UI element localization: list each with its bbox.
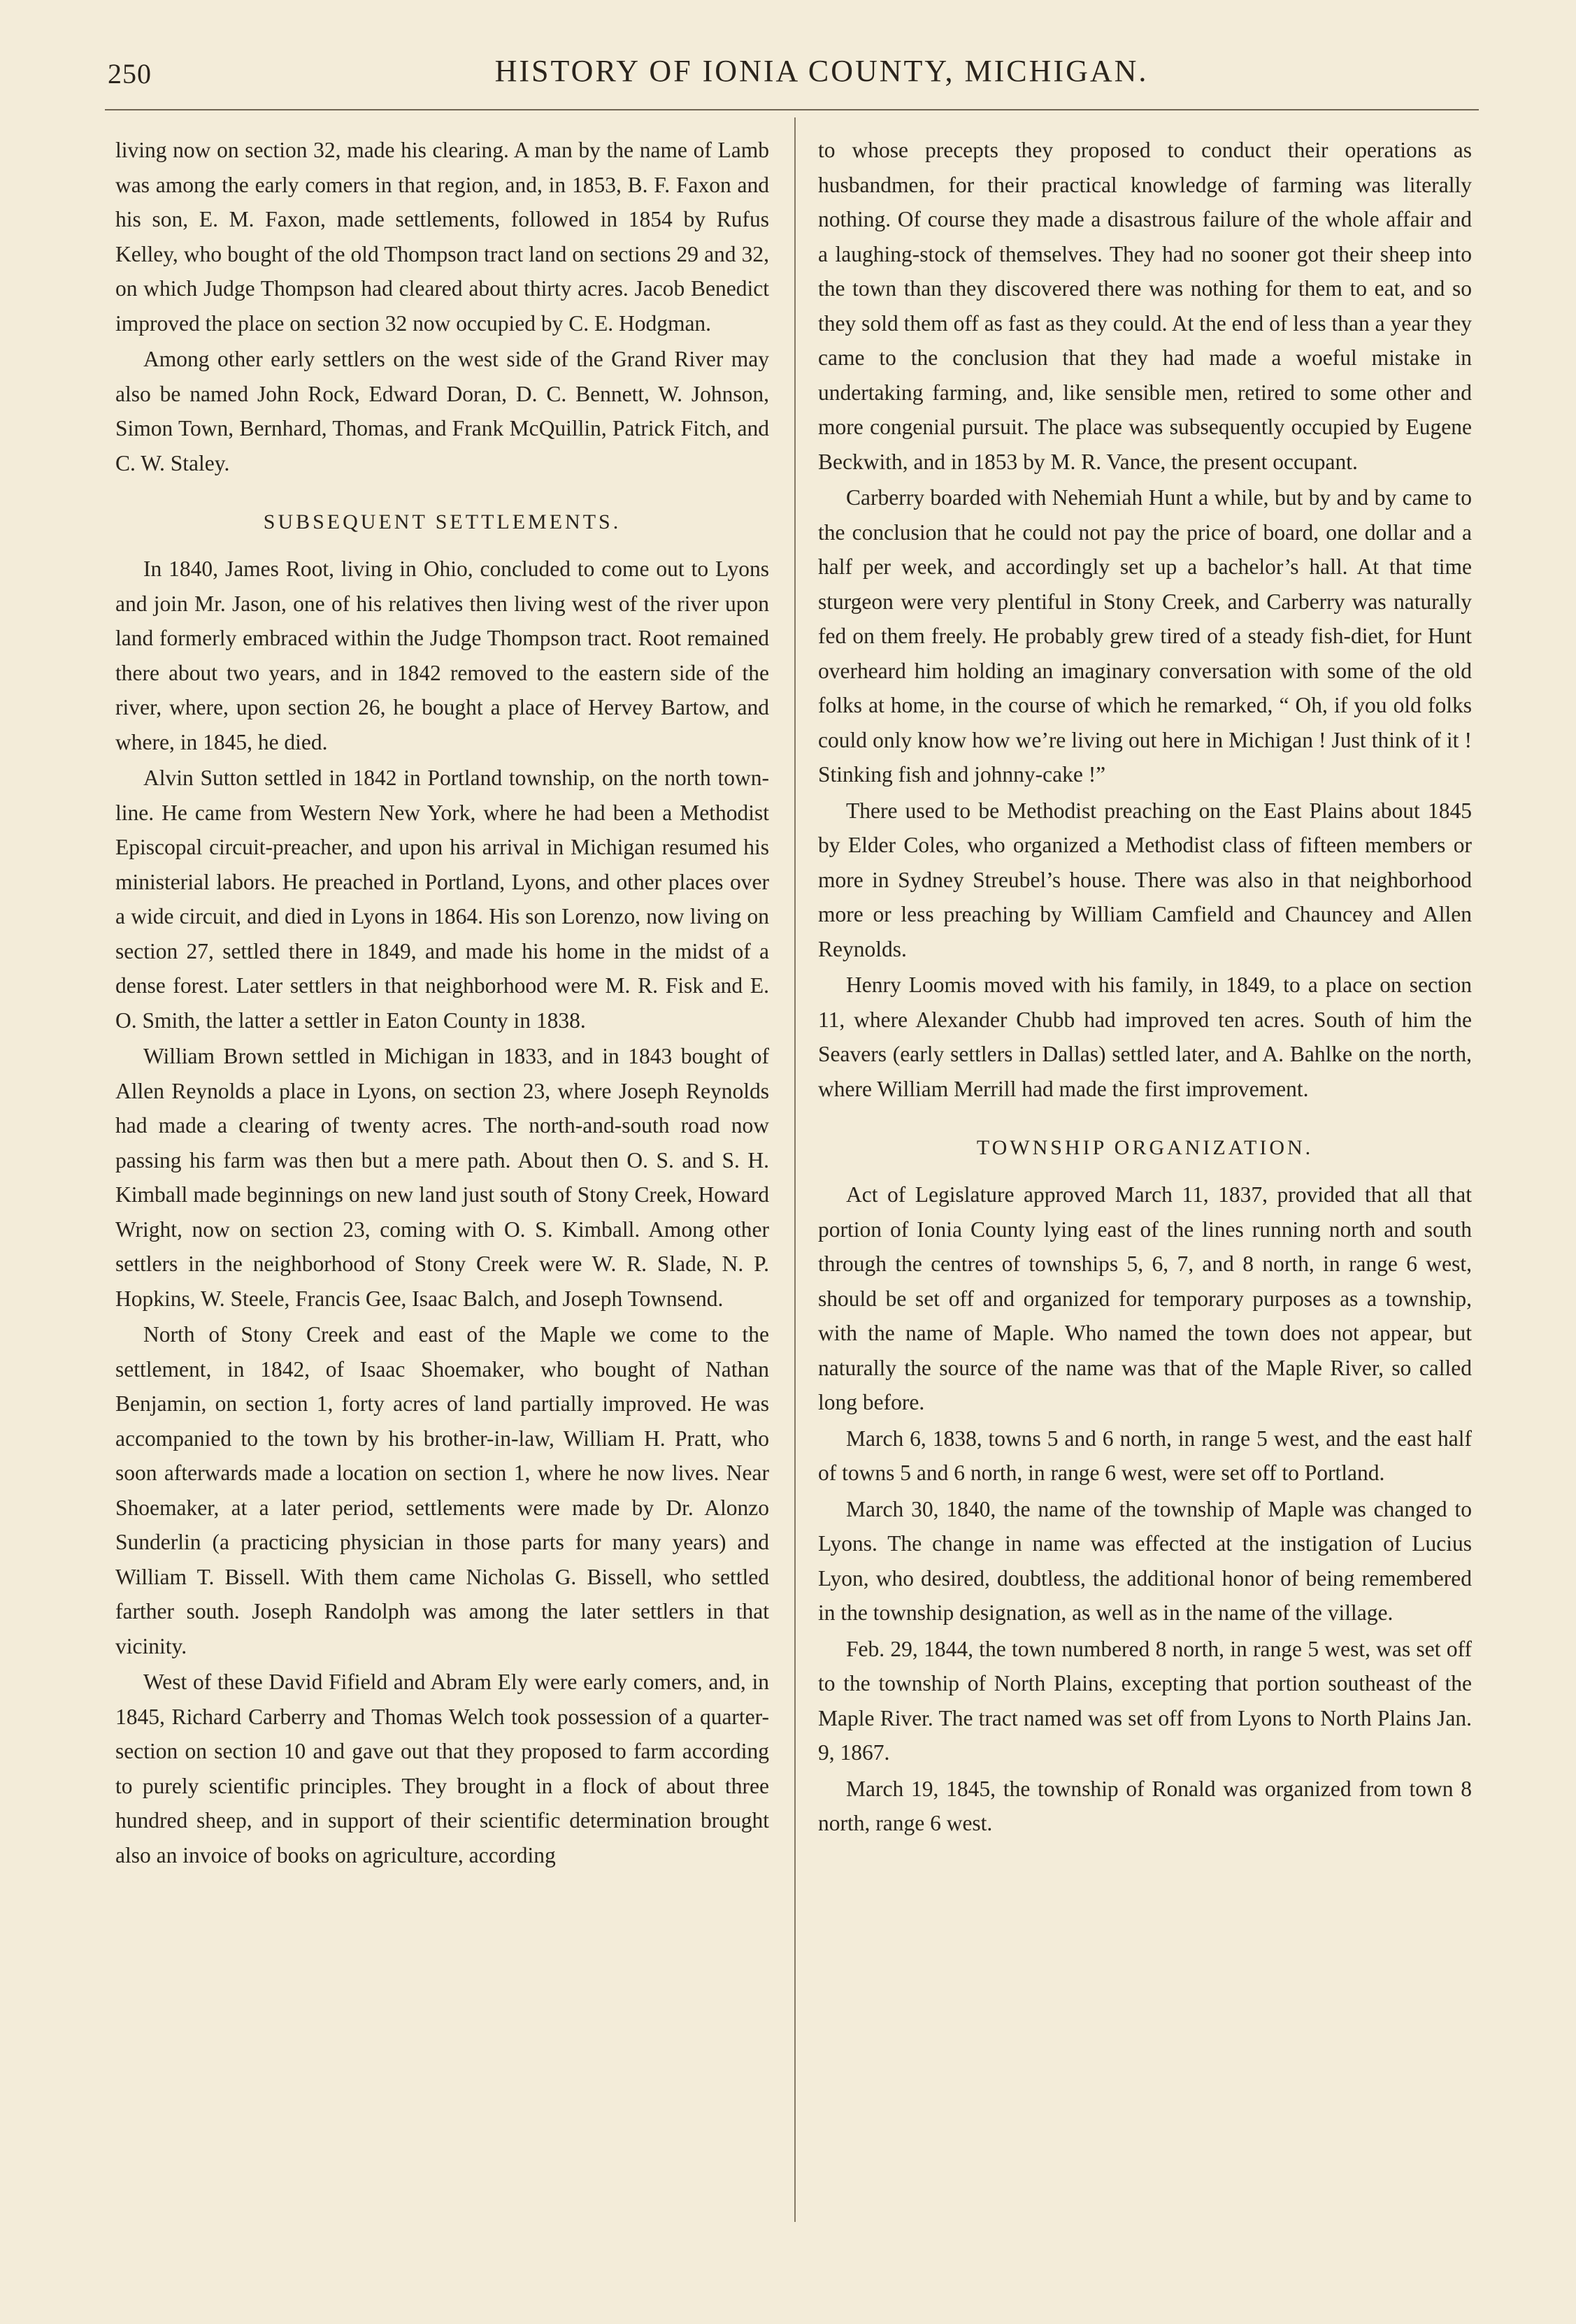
paragraph: March 30, 1840, the name of the township of Maple was changed to Lyons. The change in name was effected at the instigation of Lucius Lyon, who desired, doubtless, the additional honor of being remembered in the township designation, as well as in the name of the village.: [818, 1496, 1472, 1625]
paragraph: Feb. 29, 1844, the town numbered 8 north, in range 5 west, was set off to the township of North Plains, excepting that portion southeast of the Maple River. The tract named was set off from Lyons to North Plains Jan. 9, 1867.: [818, 1636, 1472, 1765]
page-number: 250: [108, 58, 152, 89]
right-column: [818, 133, 1472, 1842]
paragraph: March 6, 1838, towns 5 and 6 north, in range 5 west, and the east half of towns 5 and 6 north, in range 6 west, were set off to Portland.: [818, 1426, 1472, 1485]
paragraph: living now on section 32, made his clearing. A man by the name of Lamb was among the early comers in that region, and, in 1853, B. F. Faxon and his son, E. M. Faxon, made settlements, followed in 1854 by Rufus Kelley, who bought of the old Thompson tract land on sections 29 and 32, on which Judge Thompson had cleared about thirty acres. Jacob Benedict improved the place on section 32 now occupied by C. E. Hodgman.: [115, 138, 769, 336]
paragraph: Carberry boarded with Nehemiah Hunt a while, but by and by came to the conclusion that he could not pay the price of board, one dollar and a half per week, and accordingly set up a bachelor’s hall. At that time sturgeon were very plentiful in Stony Creek, and Carberry was naturally fed on them freely. He probably grew tired of a steady fish-diet, for Hunt overheard him holding an imaginary conversation with some of the old folks at home, in the course of which he remarked, “ Oh, if you old folks could only know how we’re living out here in Michigan ! Just think of it ! Stinking fish and johnny-cake !”: [818, 485, 1472, 787]
page-header: [98, 50, 1475, 92]
running-title: HISTORY OF IONIA COUNTY, MICHIGAN.: [494, 54, 1149, 88]
paragraph: William Brown settled in Michigan in 1833, and in 1843 bought of Allen Reynolds a place in Lyons, on section 23, where Joseph Reynolds had made a clearing of twenty acres. The north-and-south road now passing his farm was then but a mere path. About then O. S. and S. H. Kimball made beginnings on new land just south of Stony Creek, Howard Wright, now on section 23, coming with O. S. Kimball. Among other settlers in the neighborhood of Stony Creek were W. R. Slade, N. P. Hopkins, W. Steele, Francis Gee, Isaac Balch, and Joseph Townsend.: [115, 1044, 769, 1311]
header-rule: [105, 109, 1479, 110]
paragraph: Alvin Sutton settled in 1842 in Portland township, on the north town-line. He came from Western New York, where he had been a Methodist Episcopal circuit-preacher, and upon his arrival in Michigan resumed his ministerial labors. He preached in Portland, Lyons, and other places over a wide circuit, and died in Lyons in 1864. His son Lorenzo, now living on section 27, settled there in 1849, and made his home in the midst of a dense forest. Later settlers in that neighborhood were M. R. Fisk and E. O. Smith, the latter a settler in Eaton County in 1838.: [115, 766, 769, 1033]
paragraph: to whose precepts they proposed to conduct their operations as husbandmen, for their practical knowledge of farming was literally nothing. Of course they made a disastrous failure of the whole affair and a laughing-stock of themselves. They had no sooner got their sheep into the town than they discovered there was nothing for them to eat, and so they sold them off as fast as they could. At the end of less than a year they came to the conclusion that they had made a woeful mistake in undertaking farming, and, like sensible men, retired to some other and more congenial pursuit. The place was subsequently occupied by Eugene Beckwith, and in 1853 by M. R. Vance, the present occupant.: [818, 138, 1472, 474]
paragraph: Act of Legislature approved March 11, 1837, provided that all that portion of Ionia County lying east of the lines running north and south through the centres of townships 5, 6, 7, and 8 north, in range 6 west, should be set off and organized for temporary purposes as a township, with the name of Maple. Who named the town does not appear, but naturally the source of the name was that of the Maple River, so called long before.: [818, 1182, 1472, 1414]
paragraph: March 19, 1845, the township of Ronald was organized from town 8 north, range 6 west.: [818, 1776, 1472, 1835]
section-heading-subsequent-settlements: SUBSEQUENT SETTLEMENTS.: [263, 510, 622, 533]
paragraph: West of these David Fifield and Abram Ely were early comers, and, in 1845, Richard Carberry and Thomas Welch took possession of a quarter-section on section 10 and gave out that they proposed to farm according to purely scientific principles. They brought in a flock of about three hundred sheep, and in support of their scientific determination brought also an invoice of books on agriculture, according: [115, 1670, 769, 1867]
left-column: [115, 133, 769, 1874]
section-heading-township-organization: TOWNSHIP ORGANIZATION.: [976, 1136, 1314, 1159]
paragraph: In 1840, James Root, living in Ohio, concluded to come out to Lyons and join Mr. Jason, one of his relatives then living west of the river upon land formerly embraced within the Judge Thompson tract. Root remained there about two years, and in 1842 removed to the eastern side of the river, where, upon section 26, he bought a place of Hervey Bartow, and where, in 1845, he died.: [115, 557, 769, 754]
paragraph: North of Stony Creek and east of the Maple we come to the settlement, in 1842, of Isaac Shoemaker, who bought of Nathan Benjamin, on section 1, forty acres of land partially improved. He was accompanied to the town by his brother-in-law, William H. Pratt, who soon afterwards made a location on section 1, where he now lives. Near Shoemaker, at a later period, settlements were made by Dr. Alonzo Sunderlin (a practicing physician in those parts for many years) and William T. Bissell. With them came Nicholas G. Bissell, who settled farther south. Joseph Randolph was among the later settlers in that vicinity.: [115, 1322, 769, 1658]
paragraph: Henry Loomis moved with his family, in 1849, to a place on section 11, where Alexander Chubb had improved ten acres. South of him the Seavers (early settlers in Dallas) settled later, and A. Bahlke on the north, where William Merrill had made the first improvement.: [818, 973, 1472, 1101]
paragraph: There used to be Methodist preaching on the East Plains about 1845 by Elder Coles, who organized a Methodist class of fifteen members or more in Sydney Streubel’s house. There was also in that neighborhood more or less preaching by William Camfield and Chauncey and Allen Reynolds.: [818, 798, 1472, 961]
paragraph: Among other early settlers on the west side of the Grand River may also be named John Rock, Edward Doran, D. C. Bennett, W. Johnson, Simon Town, Bernhard, Thomas, and Frank McQuillin, Patrick Fitch, and C. W. Staley.: [115, 347, 769, 475]
column-divider: [794, 117, 796, 2222]
